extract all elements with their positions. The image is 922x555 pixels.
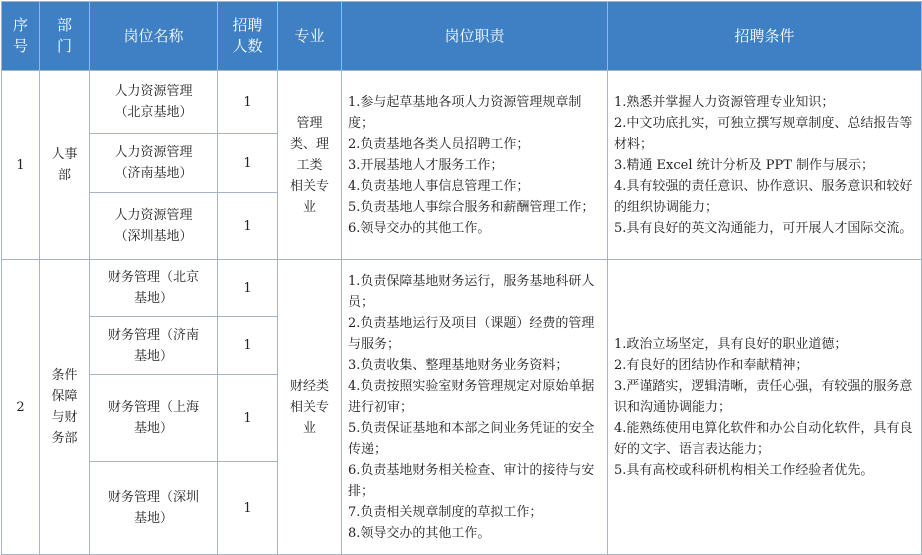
seq-cell: 1 — [2, 71, 40, 260]
count-cell: 1 — [218, 375, 278, 462]
header-row — [2, 2, 922, 71]
requirements-cell: 1.熟悉并掌握人力资源管理专业知识； 2.中文功底扎实，可独立撰写规章制度、总结报告等材料； 3.精通 Excel 统计分析及 PPT 制作与展示； 4.具有较强的责任意识、协作意识、服务意识和较好的组织协调能力； 5.具有良好的英文沟通能力，可开展人才国际交流。 — [608, 71, 922, 260]
dept-cell: 条件 保障 与财 务部 — [40, 260, 90, 555]
header-major: 专业 — [278, 2, 342, 71]
seq-cell: 2 — [2, 260, 40, 555]
requirements-cell: 1.政治立场坚定，具有良好的职业道德； 2.有良好的团结协作和奉献精神； 3.严谨踏实，逻辑清晰，责任心强，有较强的服务意识和沟通协调能力； 4.能熟练使用电算化软件和办公自动化软件，具有良好的文字、语言表达能力； 5.具有高校或科研机构相关工作经验者优先。 — [608, 260, 922, 555]
count-cell: 1 — [218, 317, 278, 375]
count-cell: 1 — [218, 260, 278, 317]
header-count: 招聘 人数 — [218, 2, 278, 71]
recruitment-table — [1, 1, 922, 555]
position-name-cell: 人力资源管理 （深圳基地） — [90, 193, 218, 260]
position-name-cell: 财务管理（上海 基地） — [90, 375, 218, 462]
header-dept: 部 门 — [40, 2, 90, 71]
position-name-cell: 财务管理（济南 基地） — [90, 317, 218, 375]
count-cell: 1 — [218, 134, 278, 193]
duties-cell: 1.负责保障基地财务运行，服务基地科研人员； 2.负责基地运行及项目（课题）经费的管理与服务； 3.负责收集、整理基地财务业务资料； 4.负责按照实验室财务管理规定对原始单据进行初审； 5.负责保证基地和本部之间业务凭证的安全传递； 6.负责基地财务相关检查、审计的接待与安排； 7.负责相关规章制度的草拟工作； 8.领导交办的其他工作。 — [342, 260, 608, 555]
table-row — [2, 71, 922, 134]
major-cell: 财经类 相关专 业 — [278, 260, 342, 555]
position-name-cell: 人力资源管理 （北京基地） — [90, 71, 218, 134]
table-row — [2, 260, 922, 317]
duties-cell: 1.参与起草基地各项人力资源管理规章制度； 2.负责基地各类人员招聘工作； 3.开展基地人才服务工作； 4.负责基地人事信息管理工作； 5.负责基地人事综合服务和薪酬管理工作； 6.领导交办的其他工作。 — [342, 71, 608, 260]
header-seq: 序 号 — [2, 2, 40, 71]
count-cell: 1 — [218, 193, 278, 260]
header-position: 岗位名称 — [90, 2, 218, 71]
position-name-cell: 财务管理（深圳 基地） — [90, 462, 218, 555]
count-cell: 1 — [218, 71, 278, 134]
major-cell: 管理 类、理 工类 相关专 业 — [278, 71, 342, 260]
position-name-cell: 人力资源管理 （济南基地） — [90, 134, 218, 193]
dept-cell: 人事 部 — [40, 71, 90, 260]
position-name-cell: 财务管理（北京 基地） — [90, 260, 218, 317]
header-duties: 岗位职责 — [342, 2, 608, 71]
header-requirements: 招聘条件 — [608, 2, 922, 71]
count-cell: 1 — [218, 462, 278, 555]
